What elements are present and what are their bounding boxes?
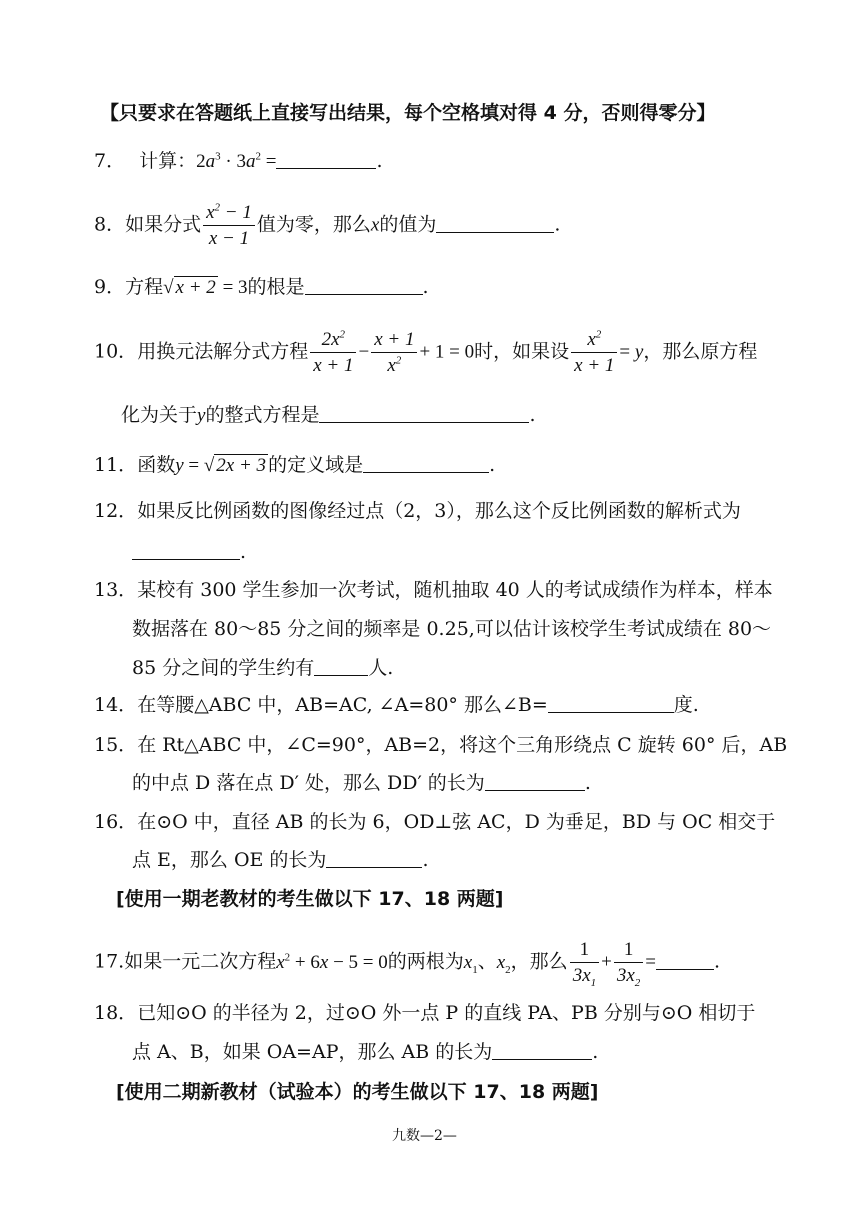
instruction-header: 【只要求在答题纸上直接写出结果，每个空格填对得 4 分，否则得零分】 bbox=[100, 102, 716, 124]
question-13-line-2: 数据落在 80～85 分之间的频率是 0.25,可以估计该校学生考试成绩在 80～ bbox=[132, 618, 772, 640]
question-text: 的定义域是 bbox=[268, 454, 364, 476]
question-17: 17.如果一元二次方程$x^2 + 6x - 5 = 0$的两根为$x_1$、$x_2$，那么 $\frac{1}{3x_1}$ + $\frac{1}{3x_2}$ = . bbox=[94, 939, 721, 989]
question-number: 17. bbox=[94, 950, 125, 973]
answer-blank[interactable] bbox=[276, 167, 376, 169]
question-text: 在 Rt△ABC 中，∠C=90°，AB=2，将这个三角形绕点 C 旋转 60° 后，AB bbox=[137, 734, 788, 756]
question-9: 9．方程√ x + 2 = 3的根是 . bbox=[94, 276, 429, 298]
question-number: 18． bbox=[94, 1002, 138, 1024]
question-text: 化为关于 bbox=[121, 404, 198, 426]
question-text: 在等腰△ABC 中，AB=AC, ∠A=80° 那么∠B= bbox=[137, 694, 548, 716]
question-text: 的中点 D 落在点 D′ 处，那么 DD′ 的长为 bbox=[132, 772, 485, 794]
answer-blank[interactable] bbox=[305, 293, 423, 295]
fraction: $\frac{2x^2}{x + 1}$ bbox=[310, 330, 356, 375]
answer-blank[interactable] bbox=[548, 711, 674, 713]
question-14 bbox=[94, 696, 699, 715]
answer-blank[interactable] bbox=[319, 421, 529, 423]
question-text: 如果反比例函数的图像经过点（2，3），那么这个反比例函数的解析式为 bbox=[137, 500, 741, 522]
question-text: 点 A、B，如果 OA=AP，那么 AB 的长为 bbox=[132, 1041, 493, 1063]
fraction: $\frac{x^2}{x + 1}$ bbox=[571, 330, 617, 375]
answer-blank[interactable] bbox=[326, 866, 422, 868]
question-number: 7． bbox=[94, 150, 126, 172]
unit-label: 人 bbox=[368, 657, 388, 679]
question-12 bbox=[94, 502, 741, 521]
question-10: 10．用换元法解分式方程 $\frac{2x^2}{x + 1}$ − $\frac{x + 1}{x^2}$ + 1 = 0时，如果设 $\frac{x^2}{x + 1}$ = y，那么原方程 bbox=[94, 328, 758, 376]
fraction: $\frac{x + 1}{x^2}$ bbox=[371, 330, 417, 375]
math-expression: $x^2 + 6x - 5 = 0$ bbox=[276, 951, 388, 973]
question-text: 的两根为 bbox=[387, 950, 464, 973]
question-18 bbox=[94, 1004, 755, 1023]
math-expression: $2a^3 \cdot 3a^2$ = bbox=[196, 150, 277, 172]
question-number: 15． bbox=[94, 734, 138, 756]
question-text: ，那么原方程 bbox=[643, 340, 758, 363]
question-text: 函数 bbox=[137, 454, 176, 476]
answer-blank[interactable] bbox=[314, 674, 368, 676]
question-text: 的值为 bbox=[379, 213, 437, 236]
question-number: 8． bbox=[94, 213, 126, 236]
answer-blank[interactable] bbox=[132, 558, 240, 560]
question-text: ，那么 bbox=[510, 950, 568, 973]
question-16 bbox=[94, 813, 775, 832]
answer-blank[interactable] bbox=[436, 231, 554, 233]
variable: x bbox=[370, 214, 380, 236]
question-16-line-2: 点 E，那么 OE 的长为 . bbox=[132, 849, 429, 871]
unit-label: 度. bbox=[673, 694, 699, 716]
question-13 bbox=[94, 581, 773, 600]
question-number: 12． bbox=[94, 500, 138, 522]
fraction: $\frac{1}{3x_2}$ bbox=[614, 940, 643, 985]
question-15 bbox=[94, 736, 787, 755]
question-text: 、 bbox=[477, 950, 497, 973]
answer-blank[interactable] bbox=[485, 789, 585, 791]
question-text: 用换元法解分式方程 bbox=[137, 340, 309, 363]
fraction: $\frac{x^2 - 1}{x - 1}$ bbox=[203, 203, 255, 248]
question-text: 的整式方程是 bbox=[205, 404, 320, 426]
question-number: 10． bbox=[94, 340, 138, 363]
question-text: 已知⊙O 的半径为 2，过⊙O 外一点 P 的直线 PA、PB 分别与⊙O 相切于 bbox=[137, 1002, 756, 1024]
question-13-line-3: 85 分之间的学生约有 人. bbox=[132, 657, 394, 679]
question-text: 的根是 bbox=[247, 276, 305, 298]
question-11: 11．函数y = √ 2x + 3 的定义域是 . bbox=[94, 454, 496, 476]
question-7: 7． 计算：$2a^3 \cdot 3a^2$ = . bbox=[94, 150, 383, 172]
fraction: $\frac{1}{3x_1}$ bbox=[570, 940, 599, 985]
question-text: 时，如果设 bbox=[474, 340, 570, 363]
question-15-line-2: 的中点 D 落在点 D′ 处，那么 DD′ 的长为 . bbox=[132, 772, 591, 794]
answer-blank[interactable] bbox=[363, 471, 489, 473]
question-18-line-2: 点 A、B，如果 OA=AP，那么 AB 的长为 . bbox=[132, 1041, 599, 1063]
question-text: 如果一元二次方程 bbox=[124, 950, 277, 973]
question-text: 在⊙O 中，直径 AB 的长为 6，OD⊥弦 AC，D 为垂足，BD 与 OC 相交于 bbox=[137, 811, 776, 833]
question-text: 方程 bbox=[125, 276, 164, 298]
question-8: 8．如果分式 $\frac{x^2 - 1}{x - 1}$ 值为零，那么x的值为 . bbox=[94, 201, 561, 249]
question-text: 某校有 300 学生参加一次考试，随机抽取 40 人的考试成绩作为样本，样本 bbox=[137, 579, 773, 601]
question-number: 9． bbox=[94, 276, 126, 298]
question-number: 13． bbox=[94, 579, 138, 601]
question-text: 计算： bbox=[139, 150, 197, 172]
variable: y bbox=[197, 405, 206, 426]
section-heading-new-textbook: [使用二期新教材（试验本）的考生做以下 17、18 两题] bbox=[116, 1081, 599, 1103]
question-10-line-2: 化为关于y的整式方程是 . bbox=[121, 404, 536, 426]
answer-blank[interactable] bbox=[492, 1058, 592, 1060]
sqrt-expression: √ x + 2 = 3 bbox=[163, 277, 248, 298]
answer-blank[interactable] bbox=[656, 968, 714, 970]
question-text: 点 E，那么 OE 的长为 bbox=[132, 849, 327, 871]
sqrt-expression: y = √ 2x + 3 bbox=[175, 455, 267, 476]
question-12-line-2: . bbox=[132, 543, 246, 562]
section-heading-old-textbook: [使用一期老教材的考生做以下 17、18 两题] bbox=[116, 888, 504, 910]
question-text: 值为零，那么 bbox=[256, 213, 371, 236]
question-number: 16． bbox=[94, 811, 138, 833]
question-number: 14． bbox=[94, 694, 138, 716]
question-text: 如果分式 bbox=[125, 213, 202, 236]
page-footer: 九数—2— bbox=[392, 1128, 457, 1144]
question-number: 11． bbox=[94, 454, 138, 476]
question-text: 85 分之间的学生约有 bbox=[132, 657, 315, 679]
